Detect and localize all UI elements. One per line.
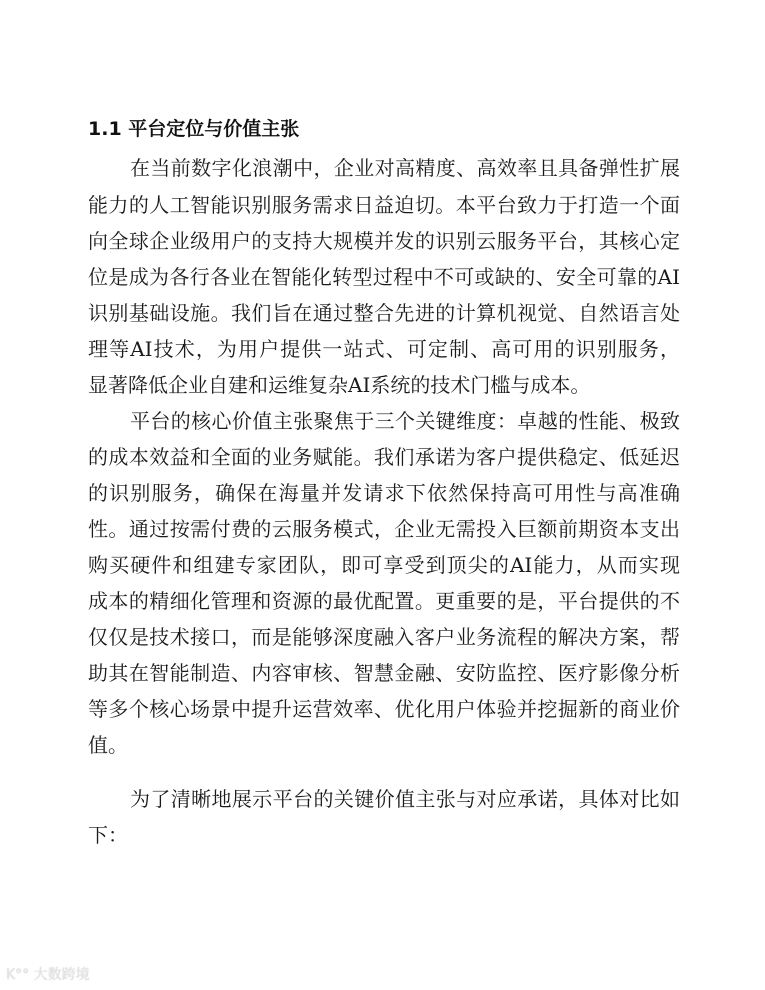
text-line: 平台的核心价值主张聚焦于三个关键维度：卓越的性能、极致 [130,409,680,433]
text-line: 在当前数字化浪潮中，企业对高精度、高效率且具备弹性扩展 [130,156,680,180]
section-heading: 1.1 平台定位与价值主张 [88,118,300,140]
text-line: 成本的精细化管理和资源的最优配置。更重要的是，平台提供的不 [88,589,680,613]
text-line: 识别基础设施。我们旨在通过整合先进的计算机视觉、自然语言处 [88,301,680,325]
text-line: 购买硬件和组建专家团队，即可享受到顶尖的AI能力，从而实现 [88,553,680,577]
text-line: 的成本效益和全面的业务赋能。我们承诺为客户提供稳定、低延迟 [88,445,680,469]
text-line: 显著降低企业自建和运维复杂AI系统的技术门槛与成本。 [88,373,591,397]
text-line: 能力的人工智能识别服务需求日益迫切。本平台致力于打造一个面 [88,193,680,217]
text-line: 理等AI技术，为用户提供一站式、可定制、高可用的识别服务， [88,337,680,361]
text-line: 下： [88,823,128,847]
text-line: 的识别服务，确保在海量并发请求下依然保持高可用性与高准确 [88,481,680,505]
text-line: 性。通过按需付费的云服务模式，企业无需投入巨额前期资本支出 [88,517,680,541]
text-line: 为了清晰地展示平台的关键价值主张与对应承诺，具体对比如 [130,787,680,811]
text-line: 仅仅是技术接口，而是能够深度融入客户业务流程的解决方案，帮 [88,625,680,649]
text-line: 位是成为各行各业在智能化转型过程中不可或缺的、安全可靠的AI [88,265,680,289]
watermark-text: 大数跨境 [33,967,90,983]
watermark-icon: K°° [6,967,30,983]
text-line: 向全球企业级用户的支持大规模并发的识别云服务平台，其核心定 [88,229,680,253]
watermark-logo [6,964,90,984]
text-line: 助其在智能制造、内容审核、智慧金融、安防监控、医疗影像分析 [88,661,680,685]
text-line: 值。 [88,733,128,757]
text-line: 等多个核心场景中提升运营效率、优化用户体验并挖掘新的商业价 [88,697,680,721]
